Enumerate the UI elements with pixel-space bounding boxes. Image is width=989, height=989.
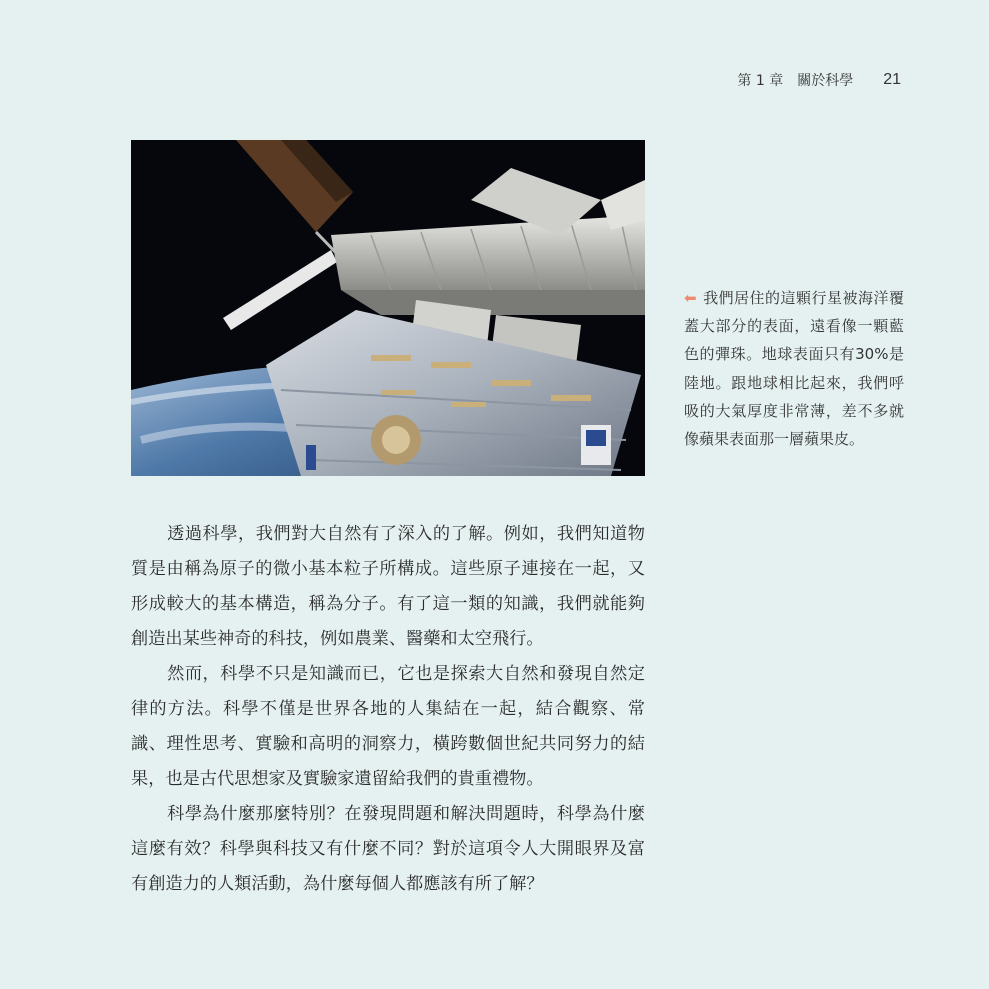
chapter-title: 第 1 章 關於科學 (737, 73, 854, 89)
page-number: 21 (883, 71, 901, 88)
page-header (737, 70, 901, 90)
caption-text: 我們居住的這顆行星被海洋覆蓋大部分的表面，遠看像一顆藍色的彈珠。地球表面只有30%是陸地。跟地球相比起來，我們呼吸的大氣厚度非常薄，差不多就像蘋果表面那一層蘋果皮。 (684, 289, 904, 449)
paragraph: 然而，科學不只是知識而已，它也是探索大自然和發現自然定律的方法。科學不僅是世界各地的人集結在一起，結合觀察、常識、理性思考、實驗和高明的洞察力，橫跨數個世紀共同努力的結果，也是古代思想家及實驗家遺留給我們的貴重禮物。 (131, 664, 645, 789)
body-text (131, 517, 645, 902)
paragraph: 科學為什麼那麼特別？在發現問題和解決問題時，科學為什麼這麼有效？科學與科技又有什麼不同？對於這項令人大開眼界及富有創造力的人類活動，為什麼每個人都應該有所了解？ (131, 804, 645, 894)
arrow-left-icon: ⬅ (684, 289, 697, 307)
space-station-photo (131, 140, 645, 476)
paragraph: 透過科學，我們對大自然有了深入的了解。例如，我們知道物質是由稱為原子的微小基本粒子所構成。這些原子連接在一起，又形成較大的基本構造，稱為分子。有了這一類的知識，我們就能夠創造出某些神奇的科技，例如農業、醫藥和太空飛行。 (131, 524, 645, 649)
figure-caption (684, 284, 904, 453)
